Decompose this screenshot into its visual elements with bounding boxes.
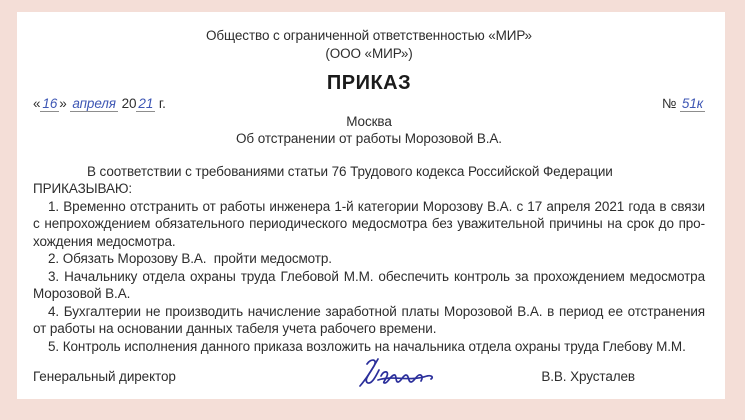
date-close-quote: » <box>59 96 67 111</box>
order-item-5-line-1: 5. Контроль исполнения данного приказа возложить на начальника отдела охраны труда Глебову М.М. <box>48 338 686 354</box>
org-name-full: Общество с ограниченной ответственностью «МИР» <box>206 28 532 43</box>
order-item-4-line-2: от работы на основании данных табеля учета рабочего времени. <box>33 321 437 336</box>
date-day-field: 16 <box>42 96 58 111</box>
order-item-4-line-1: 4. Бухгалтерии не производить начисление заработной платы Морозовой В.А. в период ее отстранения <box>48 303 705 319</box>
signer-name: В.В. Хрусталев <box>541 369 635 384</box>
order-keyword: ПРИКАЗЫВАЮ: <box>33 181 133 196</box>
order-body <box>33 163 705 356</box>
intro-paragraph: В соответствии с требованиями статьи 76 Трудового кодекса Российской Федерации <box>87 163 613 179</box>
date-month-field: апреля <box>72 96 116 111</box>
order-item-2-line-1: 2. Обязать Морозову В.А. пройти медосмотр. <box>48 251 332 266</box>
signature-block <box>33 368 705 386</box>
order-number-field: 51к <box>681 96 703 111</box>
signer-position: Генеральный директор <box>33 369 176 384</box>
subject-line: Об отстранении от работы Морозовой В.А. <box>236 131 502 146</box>
order-document-page <box>17 12 725 399</box>
order-number <box>662 95 705 113</box>
order-item-3-line-1: 3. Начальнику отдела охраны труда Глебовой М.М. обеспечить контроль за прохождением медосмотра <box>48 268 705 284</box>
order-item-1-line-2: с непрохождением обязательного периодического медосмотра без уважительной причины на срок до про- <box>33 216 705 231</box>
date-line <box>33 95 166 113</box>
order-item-3-line-2: Морозовой В.А. <box>33 286 131 301</box>
city-line: Москва <box>346 113 392 129</box>
date-number-row <box>33 95 705 113</box>
order-item-1-line-3: хождения медосмотра. <box>33 233 176 249</box>
signature-handwriting-icon <box>351 355 443 393</box>
order-document-content <box>17 12 725 386</box>
document-title: ПРИКАЗ <box>326 72 412 94</box>
order-item-1-line-1: 1. Временно отстранить от работы инженера 1-й категории Морозову В.А. с 17 апреля 2021 года в связи <box>48 198 705 214</box>
date-suffix: г. <box>158 96 166 111</box>
date-year-field: 21 <box>138 96 154 111</box>
order-number-label: № <box>661 96 677 111</box>
date-open-quote: « <box>33 96 41 111</box>
date-century: 20 <box>121 96 137 111</box>
org-name-short: (ООО «МИР») <box>325 45 413 61</box>
